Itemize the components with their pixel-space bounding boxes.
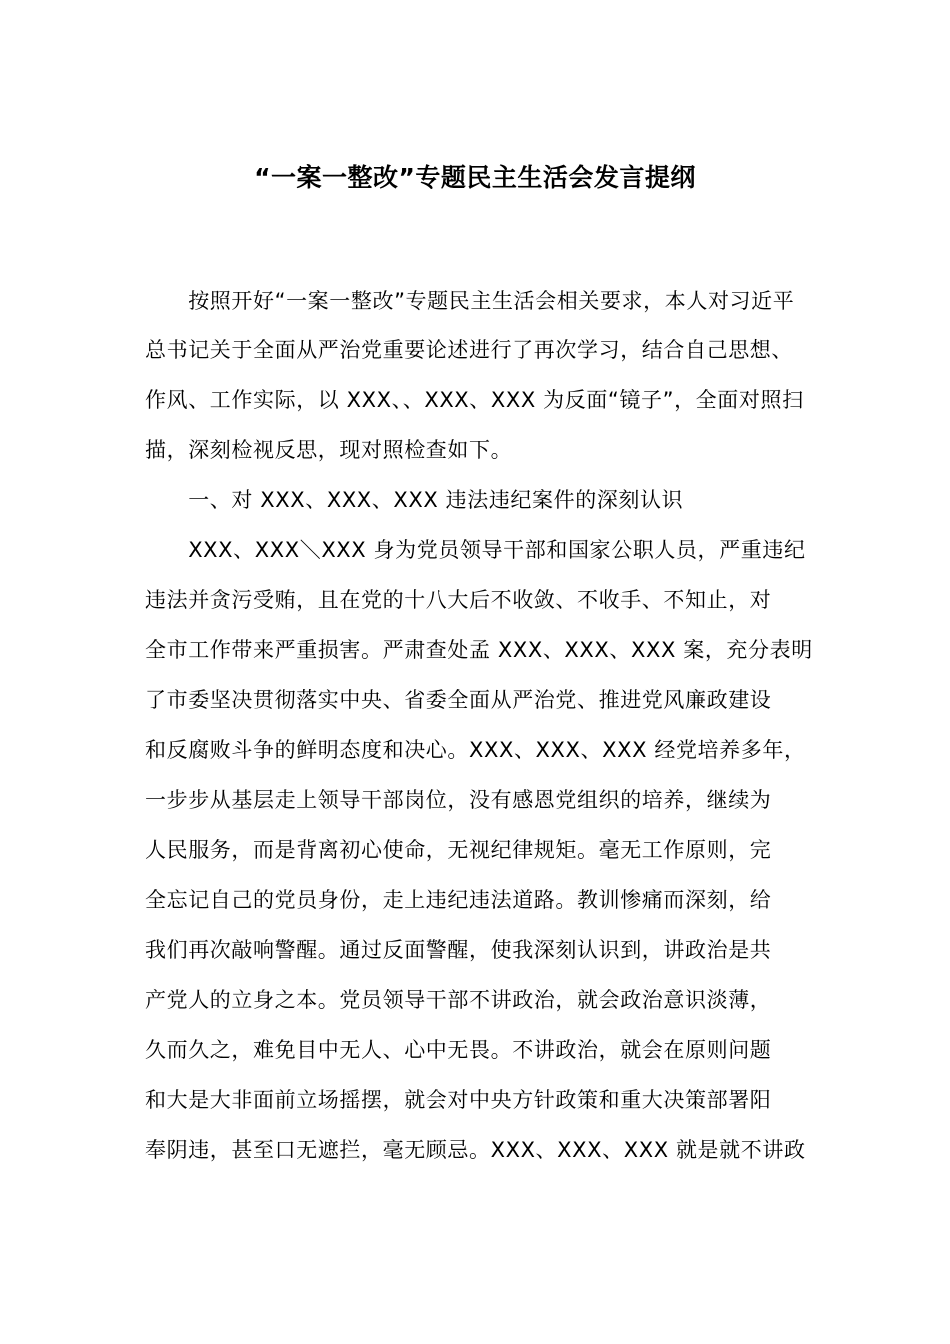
paragraph-line: 一步步从基层走上领导干部岗位，没有感恩党组织的培养，继续为: [145, 788, 772, 812]
paragraph-line: 按照开好“一案一整改”专题民主生活会相关要求，本人对习近平: [145, 289, 795, 313]
paragraph-line: 产党人的立身之本。党员领导干部不讲政治，就会政治意识淡薄，: [145, 988, 772, 1012]
paragraph-line: 和反腐败斗争的鲜明态度和决心。XXX、XXX、XXX 经党培养多年，: [145, 738, 806, 762]
paragraph-line: 奉阴违，甚至口无遮拦，毫无顾忌。XXX、XXX、XXX 就是就不讲政: [145, 1138, 806, 1162]
paragraph-line: 总书记关于全面从严治党重要论述进行了再次学习，结合自己思想、: [145, 338, 793, 362]
paragraph-line: 人民服务，而是背离初心使命，无视纪律规矩。毫无工作原则，完: [145, 838, 772, 862]
paragraph-line: 了市委坚决贯彻落实中央、省委全面从严治党、推进党风廉政建设: [145, 688, 772, 712]
document-title: “一案一整改”专题民主生活会发言提纲: [254, 163, 696, 192]
paragraph-line: 作风、工作实际，以 XXX、、XXX、XXX 为反面“镜子”，全面对照扫: [145, 388, 804, 412]
paragraph-line: 久而久之，难免目中无人、心中无畏。不讲政治，就会在原则问题: [145, 1038, 772, 1062]
paragraph-line: 全市工作带来严重损害。严肃查处孟 XXX、XXX、XXX 案，充分表明: [145, 638, 813, 662]
paragraph-line: 描，深刻检视反思，现对照检查如下。: [145, 438, 513, 462]
paragraph-line: 我们再次敲响警醒。通过反面警醒，使我深刻认识到，讲政治是共: [145, 938, 772, 962]
section-heading: 一、对 XXX、XXX、XXX 违法违纪案件的深刻认识: [145, 488, 684, 512]
paragraph-line: 全忘记自己的党员身份，走上违纪违法道路。教训惨痛而深刻，给: [145, 888, 772, 912]
paragraph-line: XXX、XXX＼XXX 身为党员领导干部和国家公职人员，严重违纪: [145, 538, 806, 562]
paragraph-line: 违法并贪污受贿，且在党的十八大后不收敛、不收手、不知止，对: [145, 588, 772, 612]
paragraph-line: 和大是大非面前立场摇摆，就会对中央方针政策和重大决策部署阳: [145, 1088, 772, 1112]
